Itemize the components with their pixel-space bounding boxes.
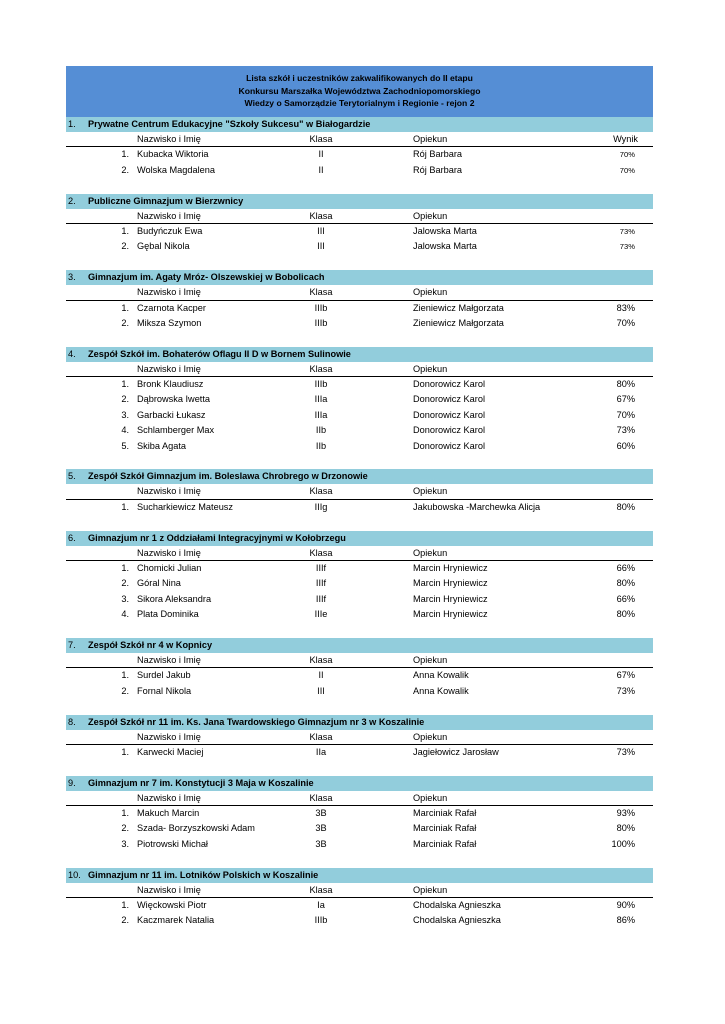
row-index: 1. [121,379,129,390]
school-title [66,868,653,883]
student-name: Budyńczuk Ewa [137,225,203,236]
col-tutor-header: Opiekun [413,210,448,221]
student-class: IIb [315,425,327,436]
student-class: IIb [315,440,327,451]
school-title [66,531,653,546]
table-row [66,898,653,913]
student-tutor: Marcin Hryniewicz [413,578,488,589]
schools-list [66,117,653,929]
row-index: 1. [121,302,129,313]
school-number: 3. [68,272,76,283]
col-score-header: Wynik [613,134,638,144]
column-header-row [66,484,653,499]
col-tutor-header: Opiekun [413,884,448,895]
section-spacer [66,331,653,346]
student-name: Bronk Klaudiusz [137,379,204,390]
student-tutor: Marcin Hryniewicz [413,562,488,573]
student-class: IIIb [314,317,328,328]
student-class: Ia [317,900,325,911]
table-row [66,224,653,239]
student-class: IIIe [314,609,328,620]
col-tutor-header: Opiekun [413,486,448,497]
col-name-header: Nazwisko i Imię [137,547,201,558]
student-class: IIIf [315,593,327,604]
student-score: 73% [619,226,635,236]
col-name-header: Nazwisko i Imię [137,486,201,497]
table-row [66,500,653,515]
section-spacer [66,454,653,469]
table-row [66,592,653,607]
col-class-header: Klasa [309,884,333,895]
row-index: 1. [121,746,129,757]
student-tutor: Zieniewicz Małgorzata [413,302,504,313]
column-header-row [66,209,653,224]
col-tutor-header: Opiekun [413,654,448,665]
student-name: Wolska Magdalena [137,164,215,175]
student-name: Góral Nina [137,578,181,589]
student-score: 67% [616,394,635,405]
student-class: IIIa [314,394,328,405]
student-score: 73% [616,685,635,696]
col-name-header: Nazwisko i Imię [137,792,201,803]
school-name: Gimnazjum im. Agaty Mróz- Olszewskiej w Bobolicach [88,272,325,283]
title-line-3: Wiedzy o Samorządzie Terytorialnym i Regionie - rejon 2 [244,98,475,108]
student-class: IIIf [315,578,327,589]
column-header-row [66,132,653,147]
column-header-row [66,791,653,806]
section-spacer [66,623,653,638]
student-tutor: Jalowska Marta [413,241,477,252]
student-tutor: Donorowicz Karol [413,379,485,390]
school-section [66,776,653,868]
student-class: 3B [315,808,327,819]
col-name-header: Nazwisko i Imię [137,654,201,665]
row-index: 1. [121,149,129,160]
table-row [66,423,653,438]
student-name: Makuch Marcin [137,808,200,819]
column-header-row [66,362,653,377]
student-name: Sikora Aleksandra [137,593,212,604]
table-row [66,745,653,760]
student-name: Chomicki Julian [137,562,202,573]
col-name-header: Nazwisko i Imię [137,134,201,144]
student-name: Piotrowski Michał [137,838,208,849]
school-number: 4. [68,348,76,359]
col-name-header: Nazwisko i Imię [137,210,201,221]
school-name: Gimnazjum nr 7 im. Konstytucji 3 Maja w Koszalinie [88,777,314,788]
school-section [66,347,653,470]
school-section [66,638,653,715]
col-name-header: Nazwisko i Imię [137,287,201,298]
student-tutor: Marciniak Rafał [413,838,477,849]
table-row [66,392,653,407]
student-score: 80% [616,501,635,512]
row-index: 3. [121,593,129,604]
student-score: 73% [616,425,635,436]
col-tutor-header: Opiekun [413,547,448,558]
school-number: 6. [68,532,76,543]
school-title [66,715,653,730]
student-score: 93% [616,808,635,819]
table-row [66,147,653,162]
title-line-1: Lista szkół i uczestników zakwalifikowanych do II etapu [246,73,473,83]
row-index: 1. [121,808,129,819]
student-score: 86% [616,915,635,926]
student-tutor: Marcin Hryniewicz [413,593,488,604]
column-header-row [66,653,653,668]
col-class-header: Klasa [309,731,333,742]
section-spacer [66,699,653,714]
row-index: 2. [121,578,129,589]
student-name: Karwecki Maciej [137,746,204,757]
student-score: 80% [616,609,635,620]
school-number: 9. [68,777,76,788]
section-spacer [66,852,653,867]
table-row [66,684,653,699]
row-index: 1. [121,562,129,573]
school-title [66,776,653,791]
student-class: II [318,164,324,175]
row-index: 5. [121,440,129,451]
column-header-row [66,546,653,561]
student-class: II [318,670,324,681]
school-title [66,194,653,209]
student-class: IIIb [314,915,328,926]
row-index: 1. [121,501,129,512]
student-tutor: Jalowska Marta [413,225,477,236]
student-name: Schlamberger Max [137,425,215,436]
table-row [66,607,653,622]
table-row [66,576,653,591]
student-score: 70% [619,165,635,175]
student-name: Kaczmarek Natalia [137,915,215,926]
col-class-header: Klasa [309,210,333,221]
school-name: Publiczne Gimnazjum w Bierzwnicy [88,195,244,206]
student-name: Garbacki Łukasz [137,409,206,420]
col-tutor-header: Opiekun [413,287,448,298]
student-tutor: Rój Barbara [413,164,463,175]
student-class: III [317,685,325,696]
row-index: 2. [121,823,129,834]
school-title [66,469,653,484]
col-tutor-header: Opiekun [413,134,448,144]
student-score: 70% [619,150,635,160]
table-row [66,239,653,254]
col-tutor-header: Opiekun [413,731,448,742]
student-score: 67% [616,670,635,681]
school-title [66,270,653,285]
student-tutor: Jakubowska -Marchewka Alicja [413,501,541,512]
row-index: 4. [121,425,129,436]
school-number: 2. [68,195,76,206]
school-name: Zespół Szkół Gimnazjum im. Boleslawa Chrobrego w Drzonowie [88,471,368,482]
school-number: 10. [68,869,81,880]
student-name: Więckowski Piotr [137,900,207,911]
student-tutor: Chodalska Agnieszka [413,900,501,911]
student-name: Kubacka Wiktoria [137,149,209,160]
section-spacer [66,515,653,530]
table-row [66,837,653,852]
table-row [66,408,653,423]
student-tutor: Marcin Hryniewicz [413,609,488,620]
title-line-2: Konkursu Marszałka Województwa Zachodniopomorskiego [238,85,481,96]
col-class-header: Klasa [309,654,333,665]
student-score: 80% [616,823,635,834]
student-score: 90% [616,900,635,911]
school-name: Zespół Szkół nr 4 w Kopnicy [88,639,213,650]
student-class: III [317,241,325,252]
school-section [66,715,653,776]
student-score: 83% [616,302,635,313]
school-section [66,531,653,638]
student-tutor: Zieniewicz Małgorzata [413,317,504,328]
school-name: Prywatne Centrum Edukacyjne "Szkoły Sukcesu" w Białogardzie [88,119,371,129]
row-index: 1. [121,900,129,911]
table-row [66,561,653,576]
row-index: 3. [121,409,129,420]
page-title [66,66,653,117]
row-index: 2. [121,685,129,696]
col-name-header: Nazwisko i Imię [137,884,201,895]
column-header-row [66,883,653,898]
student-score: 70% [616,317,635,328]
student-class: IIIb [314,302,328,313]
student-class: 3B [315,838,327,849]
student-class: IIIg [314,501,328,512]
school-name: Gimnazjum nr 11 im. Lotników Polskich w Koszalinie [88,869,319,880]
student-tutor: Marciniak Rafał [413,808,477,819]
results-sheet [66,66,653,929]
col-class-header: Klasa [309,792,333,803]
student-class: II [318,149,324,160]
col-class-header: Klasa [309,363,333,374]
school-section [66,868,653,929]
school-name: Zespół Szkół im. Bohaterów Oflagu II D w Bornem Sulinowie [88,348,351,359]
col-class-header: Klasa [309,287,333,298]
column-header-row [66,285,653,300]
table-row [66,806,653,821]
col-name-header: Nazwisko i Imię [137,363,201,374]
school-section [66,469,653,530]
student-tutor: Donorowicz Karol [413,394,485,405]
student-tutor: Chodalska Agnieszka [413,915,501,926]
col-name-header: Nazwisko i Imię [137,731,201,742]
school-name: Gimnazjum nr 1 z Oddziałami Integracyjnymi w Kołobrzegu [88,532,346,543]
student-name: Szada- Borzyszkowski Adam [137,823,255,834]
student-class: IIIf [315,562,327,573]
school-section [66,194,653,271]
student-tutor: Rój Barbara [413,149,463,160]
student-score: 66% [616,593,635,604]
col-class-header: Klasa [309,134,333,144]
student-class: III [317,225,325,236]
section-spacer [66,178,653,193]
col-class-header: Klasa [309,547,333,558]
row-index: 2. [121,915,129,926]
table-row [66,821,653,836]
col-tutor-header: Opiekun [413,363,448,374]
student-score: 80% [616,379,635,390]
row-index: 2. [121,241,129,252]
school-number: 5. [68,471,76,482]
student-name: Czarnota Kacper [137,302,206,313]
student-tutor: Jagiełowicz Jarosław [413,746,499,757]
student-name: Surdel Jakub [137,670,191,681]
row-index: 2. [121,164,129,175]
school-title [66,117,653,132]
student-score: 60% [616,440,635,451]
row-index: 3. [121,838,129,849]
col-class-header: Klasa [309,486,333,497]
school-title [66,638,653,653]
student-name: Gębal Nikola [137,241,190,252]
student-tutor: Anna Kowalik [413,670,469,681]
table-row [66,439,653,454]
column-header-row [66,730,653,745]
student-name: Skiba Agata [137,440,187,451]
student-score: 100% [611,838,635,849]
table-row [66,163,653,178]
student-tutor: Donorowicz Karol [413,425,485,436]
table-row [66,668,653,683]
school-title [66,347,653,362]
school-number: 1. [68,119,76,129]
row-index: 1. [121,670,129,681]
school-section [66,270,653,347]
row-index: 2. [121,317,129,328]
section-spacer [66,760,653,775]
row-index: 4. [121,609,129,620]
student-tutor: Marciniak Rafał [413,823,477,834]
student-name: Miksza Szymon [137,317,202,328]
student-score: 70% [616,409,635,420]
table-row [66,316,653,331]
school-number: 7. [68,639,76,650]
table-row [66,913,653,928]
student-name: Fornal Nikola [137,685,192,696]
student-score: 80% [616,578,635,589]
section-spacer [66,255,653,270]
row-index: 2. [121,394,129,405]
student-score: 73% [616,746,635,757]
school-number: 8. [68,716,76,727]
student-score: 73% [619,242,635,252]
student-tutor: Anna Kowalik [413,685,469,696]
student-class: IIIa [314,409,328,420]
student-class: IIa [315,746,327,757]
student-name: Sucharkiewicz Mateusz [137,501,233,512]
table-row [66,377,653,392]
student-name: Plata Dominika [137,609,199,620]
student-tutor: Donorowicz Karol [413,409,485,420]
student-class: 3B [315,823,327,834]
student-name: Dąbrowska Iwetta [137,394,211,405]
student-class: IIIb [314,379,328,390]
school-section [66,117,653,194]
student-score: 66% [616,562,635,573]
col-tutor-header: Opiekun [413,792,448,803]
student-tutor: Donorowicz Karol [413,440,485,451]
school-name: Zespół Szkół nr 11 im. Ks. Jana Twardowskiego Gimnazjum nr 3 w Koszalinie [88,716,425,727]
row-index: 1. [121,225,129,236]
table-row [66,301,653,316]
